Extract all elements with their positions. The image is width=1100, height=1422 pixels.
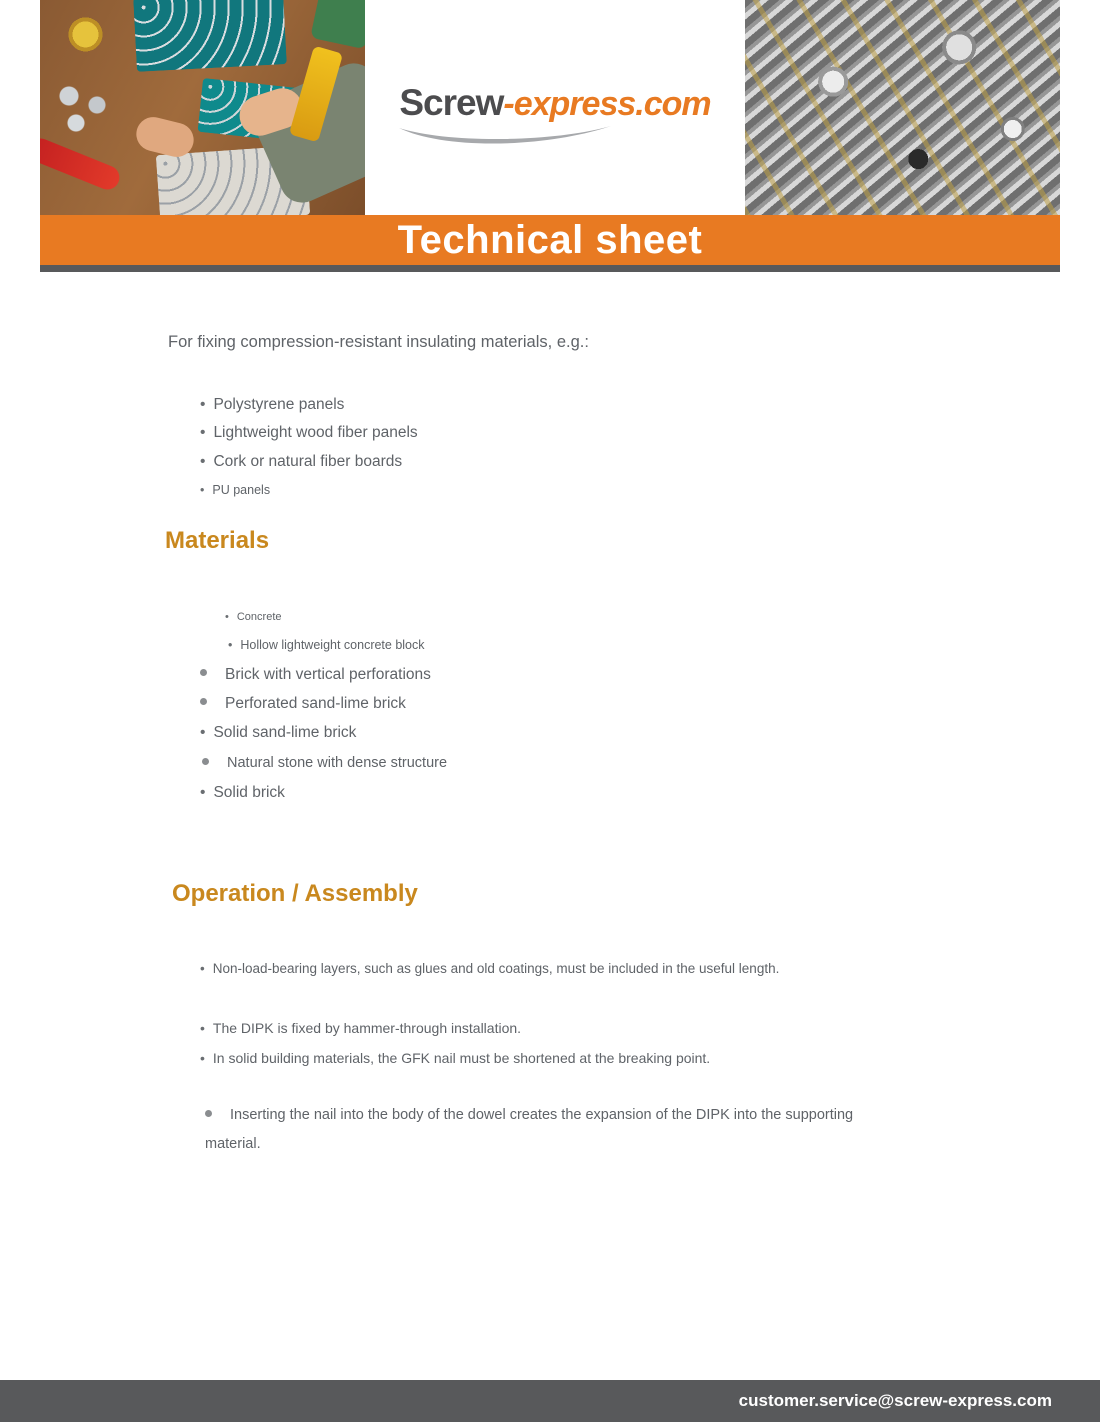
list-item-label: Natural stone with dense structure: [227, 755, 448, 771]
list-item-label: Solid sand-lime brick: [213, 724, 357, 741]
list-item: [200, 784, 285, 802]
list-item: [200, 695, 406, 713]
page-header: [40, 0, 1060, 215]
list-item: [200, 961, 779, 976]
list-item-label: Inserting the nail into the body of the dowel creates the expansion of the DIPK into the supporting material.: [205, 1107, 854, 1152]
bullet-icon: •: [200, 1020, 205, 1036]
section-title-operation: Operation / Assembly: [172, 880, 418, 907]
contact-email: customer.service@screw-express.com: [738, 1391, 1052, 1410]
list-item-label: Brick with vertical perforations: [225, 666, 431, 683]
list-item: [200, 453, 402, 471]
bullet-icon: •: [200, 424, 206, 441]
bullet-icon: •: [228, 638, 233, 652]
intro-lead: For fixing compression-resistant insulating materials, e.g.:: [168, 333, 589, 351]
bullet-icon: •: [200, 453, 206, 470]
bullet-icon: •: [200, 784, 206, 801]
disc-bullet-icon: [200, 669, 207, 676]
list-item-label: The DIPK is fixed by hammer-through installation.: [212, 1020, 522, 1036]
list-item: [200, 483, 270, 497]
washers: [48, 78, 118, 138]
bullet-icon: •: [200, 961, 205, 976]
list-item-label: Polystyrene panels: [213, 396, 345, 413]
brand-name-primary: Screw: [399, 82, 504, 123]
list-item: [200, 1020, 521, 1036]
title-banner: [40, 215, 1060, 265]
screws-pile-photo: [745, 0, 1060, 215]
banner-divider: [40, 265, 1060, 272]
drill: [310, 0, 365, 49]
list-item-label: Solid brick: [213, 784, 285, 801]
list-item: [200, 724, 356, 742]
bullet-icon: •: [200, 483, 205, 497]
list-item: [200, 1050, 710, 1066]
list-item: [202, 755, 447, 771]
bullet-icon: •: [200, 724, 206, 741]
disc-bullet-icon: [202, 758, 209, 765]
list-item-label: Cork or natural fiber boards: [213, 453, 403, 470]
brand-logo: [365, 82, 745, 124]
bullet-icon: •: [200, 396, 206, 413]
disc-bullet-icon: [205, 1110, 212, 1117]
brand-name-secondary: -express.com: [503, 85, 711, 123]
bullet-icon: •: [200, 1050, 205, 1066]
list-item-label: Non-load-bearing layers, such as glues and old coatings, must be included in the useful length.: [212, 961, 780, 976]
page-footer: [0, 1380, 1100, 1422]
list-item-label: Perforated sand-lime brick: [225, 695, 406, 712]
list-item: [225, 611, 282, 623]
list-item-label: Lightweight wood fiber panels: [213, 424, 418, 441]
workbench-photo: [40, 0, 365, 215]
page-title: Technical sheet: [397, 218, 703, 262]
screwdriver-handle: [40, 135, 123, 193]
list-item-label: Hollow lightweight concrete block: [240, 638, 425, 652]
section-title-materials: Materials: [165, 527, 270, 554]
bullet-icon: •: [225, 611, 229, 623]
list-item-label: In solid building materials, the GFK nail must be shortened at the breaking point.: [212, 1050, 711, 1066]
list-item: [200, 666, 431, 684]
list-item: [228, 638, 425, 652]
logo-swoosh-icon: [395, 122, 615, 152]
list-item-label: PU panels: [212, 483, 271, 497]
disc-bullet-icon: [200, 698, 207, 705]
screw-organizer-box: [133, 0, 287, 72]
logo-area: [365, 0, 745, 215]
list-item-label: Concrete: [236, 611, 282, 623]
list-item: [205, 1101, 905, 1159]
list-item: [200, 424, 418, 442]
list-item: [200, 396, 344, 414]
